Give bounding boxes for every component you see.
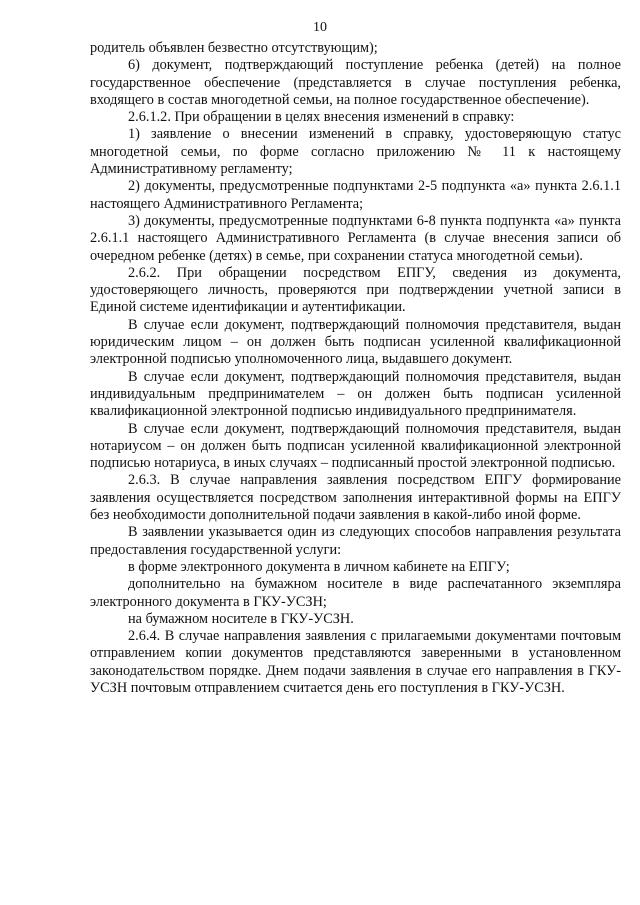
paragraph-item-6: 6) документ, подтверждающий поступление ребенка (детей) на полное государственное обеспечение (представляется в случае поступления ребенка, входящего в состав многодетной семьи, на полное государственное обеспечение).	[90, 57, 621, 108]
paragraph-method-electronic: в форме электронного документа в личном кабинете на ЕПГУ;	[128, 558, 510, 575]
page-number: 10	[313, 20, 327, 35]
paragraph-entrepreneur: В случае если документ, подтверждающий полномочия представителя, выдан индивидуальным предпринимателем – он должен быть подписан усиленной квалификационной электронной подписью индивидуального предпринимателя.	[90, 368, 621, 420]
document-body	[90, 40, 621, 697]
paragraph-item-2: 2) документы, предусмотренные подпунктами 2-5 подпункта «а» пункта 2.6.1.1 настоящего Административного Регламента;	[90, 178, 621, 212]
paragraph-2-6-1-2: 2.6.1.2. При обращении в целях внесения изменений в справку:	[128, 109, 515, 126]
paragraph-2-6-2: 2.6.2. При обращении посредством ЕПГУ, сведения из документа, удостоверяющего личность, проверяются при подтверждении учетной записи в Единой системе идентификации и аутентификации.	[90, 264, 621, 316]
paragraph-2-6-4: 2.6.4. В случае направления заявления с прилагаемыми документами почтовым отправлением копии документов представляются заверенными в установленном законодательством порядке. Днем подачи заявления в случае его направления в ГКУ-УСЗН почтовым отправлением считается день его поступления в ГКУ-УСЗН.	[90, 628, 621, 696]
paragraph-continuation: родитель объявлен безвестно отсутствующим);	[90, 40, 378, 56]
paragraph-method-paper: на бумажном носителе в ГКУ-УСЗН.	[128, 610, 354, 627]
paragraph-legal-entity: В случае если документ, подтверждающий полномочия представителя, выдан юридическим лицом – он должен быть подписан усиленной квалификационной электронной подписью уполномоченного лица, выдавшего документ.	[90, 316, 621, 368]
paragraph-method-paper-additional: дополнительно на бумажном носителе в виде распечатанного экземпляра электронного документа в ГКУ-УСЗН;	[90, 576, 621, 610]
paragraph-item-1: 1) заявление о внесении изменений в справку, удостоверяющую статус многодетной семьи, по форме согласно приложению № 11 к настоящему Административному регламенту;	[90, 126, 621, 178]
paragraph-result-methods: В заявлении указывается один из следующих способов направления результата предоставления государственной услуги:	[90, 524, 621, 558]
paragraph-item-3: 3) документы, предусмотренные подпунктами 6-8 пункта подпункта «а» пункта 2.6.1.1 настоящего Административного Регламента (в случае внесения записи об очередном ребенке (детях) в семье, при сохранении статуса многодетной семьи).	[90, 212, 621, 264]
paragraph-notary: В случае если документ, подтверждающий полномочия представителя, выдан нотариусом – он должен быть подписан усиленной квалификационной электронной подписью нотариуса, в иных случаях – подписанный простой электронной подписью.	[90, 420, 621, 472]
paragraph-2-6-3: 2.6.3. В случае направления заявления посредством ЕПГУ формирование заявления осуществляется посредством заполнения интерактивной формы на ЕПГУ без необходимости дополнительной подачи заявления в какой-либо иной форме.	[90, 472, 621, 524]
